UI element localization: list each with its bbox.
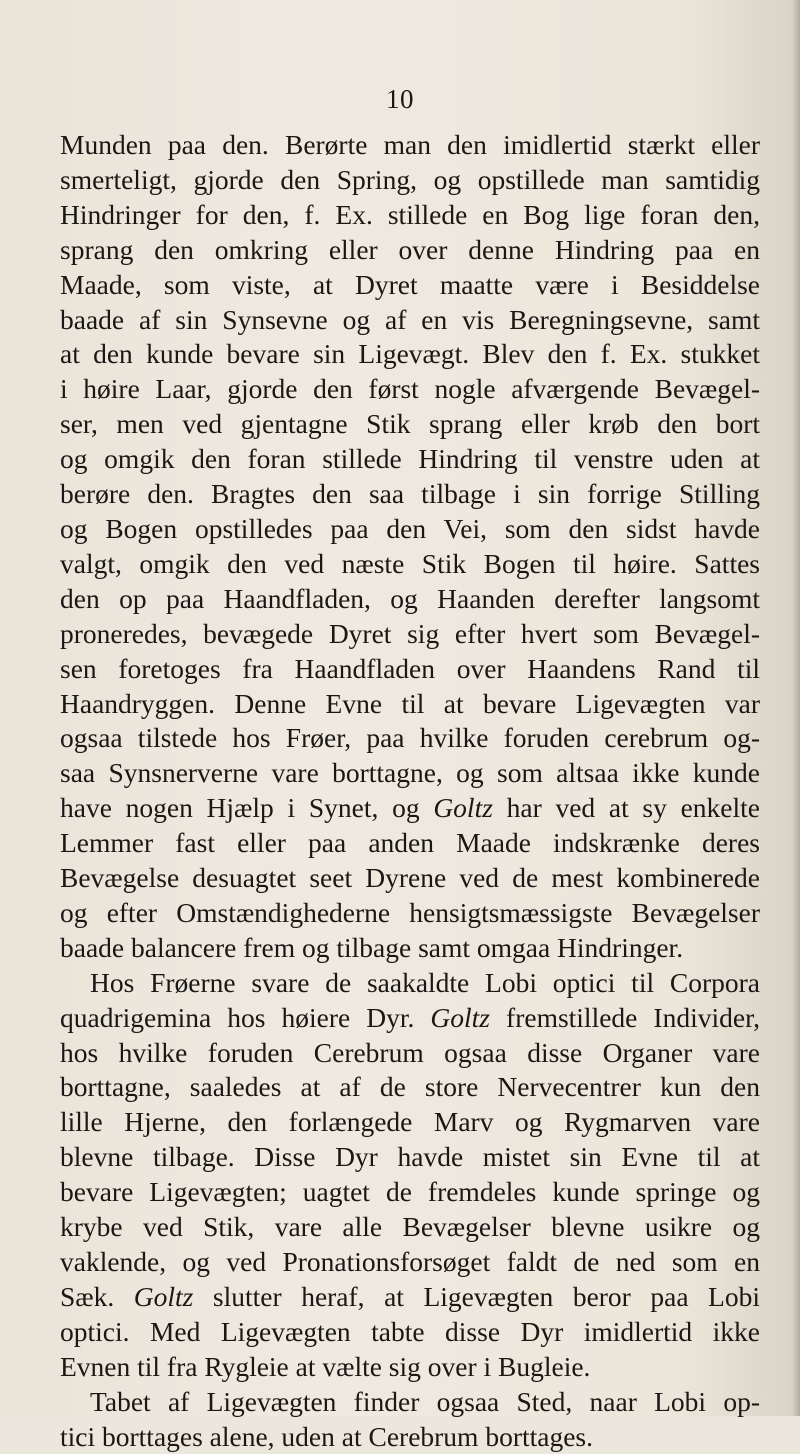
text-line: krybe ved Stik, vare alle Bevægelser blevne usikre og — [60, 1211, 760, 1243]
author-name-italic: Goltz — [433, 792, 493, 824]
text-line: og omgik den foran stillede Hindring til venstre uden at — [60, 443, 760, 475]
text-segment: fremstillede Individer, — [490, 1001, 760, 1033]
text-line — [60, 791, 760, 826]
text-line: Bevægelse desuagtet seet Dyrene ved de mest kombinerede — [60, 862, 760, 894]
page-number: 10 — [386, 84, 414, 114]
text-line: vaklende, og ved Pronationsforsøget faldt de ned som en — [60, 1246, 760, 1277]
text-line: ser, men ved gjentagne Stik sprang eller krøb den bort — [60, 408, 760, 440]
text-segment: quadrigemina hos høiere Dyr. — [60, 1001, 431, 1033]
text-segment: Sæk. — [60, 1280, 134, 1312]
text-line: Hos Frøerne svare de saakaldte Lobi optici til Corpora — [90, 966, 760, 998]
text-segment: har ved at sy enkelte — [492, 792, 761, 824]
text-line: sen foretoges fra Haandfladen over Haandens Rand til — [60, 652, 760, 684]
author-name-italic: Goltz — [133, 1280, 194, 1312]
text-line: baade af sin Synsevne og af en vis Beregningsevne, samt — [60, 303, 760, 335]
text-line — [60, 1280, 760, 1315]
text-line: bevare Ligevægten; uagtet de fremdeles kunde springe og — [60, 1176, 760, 1208]
text-line: smerteligt, gjorde den Spring, og opstillede man samtidig — [60, 163, 760, 195]
text-line: lille Hjerne, den forlængede Marv og Rygmarven vare — [60, 1106, 760, 1138]
author-name-italic: Goltz — [430, 1001, 490, 1033]
body-text — [60, 128, 760, 1454]
text-line: Evnen til fra Rygleie at vælte sig over i Bugleie. — [60, 1350, 591, 1382]
text-line: ogsaa tilstede hos Frøer, paa hvilke foruden cerebrum og- — [60, 722, 760, 754]
text-line: Tabet af Ligevægten finder ogsaa Sted, naar Lobi op- — [90, 1385, 760, 1417]
text-line: valgt, omgik den ved næste Stik Bogen til høire. Sattes — [60, 547, 760, 579]
text-line: og Bogen opstilledes paa den Vei, som den sidst havde — [60, 512, 760, 544]
text-line: baade balancere frem og tilbage samt omgaa Hindringer. — [60, 931, 684, 963]
text-line: Lemmer fast eller paa anden Maade indskrænke deres — [60, 827, 760, 859]
text-line: hos hvilke foruden Cerebrum ogsaa disse Organer vare — [60, 1036, 760, 1068]
text-line — [60, 1001, 760, 1036]
page-edge-shadow — [792, 0, 800, 1416]
text-line: at den kunde bevare sin Ligevægt. Blev den f. Ex. stukket — [60, 338, 760, 370]
text-line: borttagne, saaledes at af de store Nervecentrer kun den — [60, 1071, 760, 1103]
text-line: proneredes, bevægede Dyret sig efter hvert som Bevægel- — [60, 617, 760, 649]
text-line: sprang den omkring eller over denne Hindring paa en — [60, 233, 760, 265]
text-line: berøre den. Bragtes den saa tilbage i sin forrige Stilling — [60, 478, 760, 510]
text-line: den op paa Haandfladen, og Haanden derefter langsomt — [60, 582, 760, 614]
text-line: Maade, som viste, at Dyret maatte være i Besiddelse — [60, 268, 760, 300]
text-segment: have nogen Hjælp i Synet, og — [60, 792, 434, 824]
text-line: optici. Med Ligevægten tabte disse Dyr imidlertid ikke — [60, 1315, 760, 1347]
text-line: saa Synsnerverne vare borttagne, og som altsaa ikke kunde — [60, 757, 760, 789]
text-line: Munden paa den. Berørte man den imidlertid stærkt eller — [60, 129, 760, 160]
text-line: og efter Omstændighederne hensigtsmæssigste Bevægelser — [60, 896, 760, 928]
text-segment: slutter heraf, at Ligevægten beror paa Lobi — [193, 1280, 760, 1312]
text-line: Hindringer for den, f. Ex. stillede en Bog lige foran den, — [60, 198, 760, 230]
text-line: i høire Laar, gjorde den først nogle afværgende Bevægel- — [60, 373, 760, 405]
text-line: tici borttages alene, uden at Cerebrum borttages. — [60, 1420, 594, 1452]
text-line: Haandryggen. Denne Evne til at bevare Ligevægten var — [60, 687, 760, 719]
text-line: blevne tilbage. Disse Dyr havde mistet sin Evne til at — [60, 1141, 760, 1173]
